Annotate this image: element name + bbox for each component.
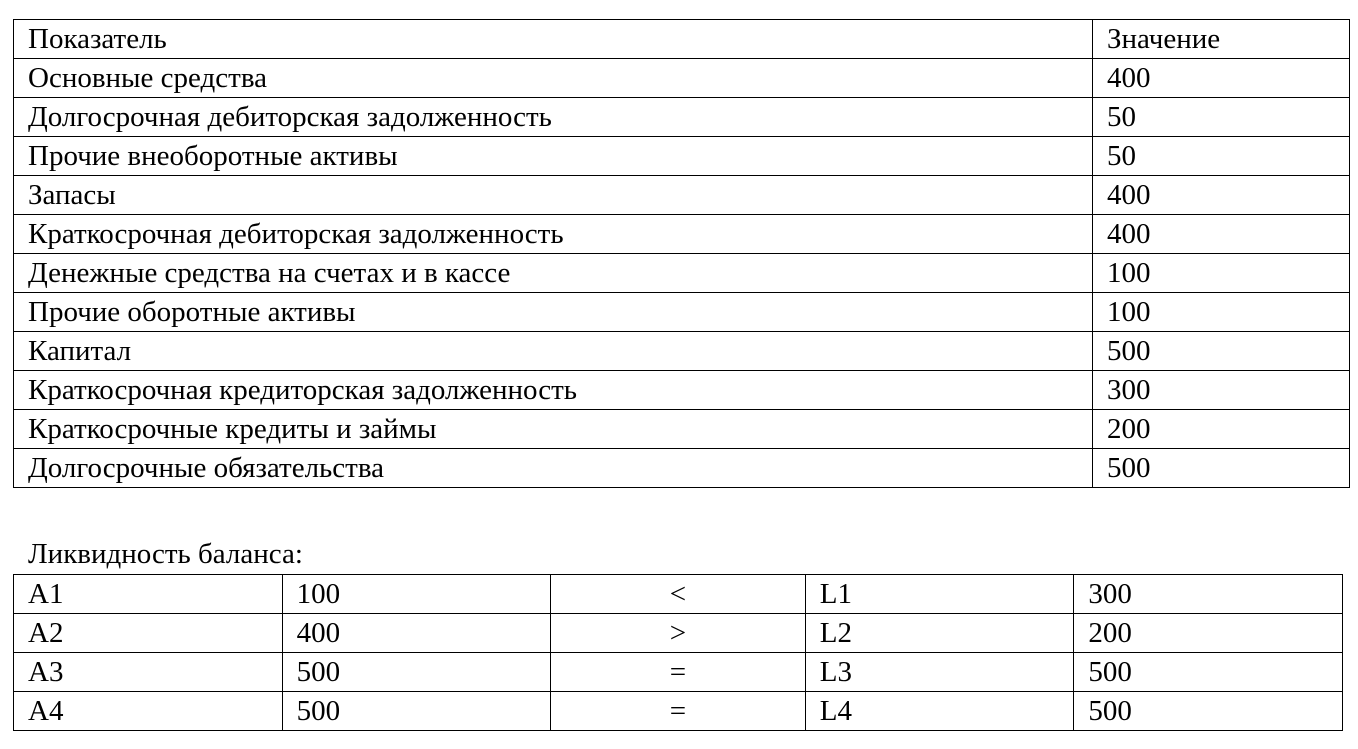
indicator-value-cell: 300 [1093, 371, 1350, 410]
indicator-value-cell: 500 [1093, 332, 1350, 371]
header-name-cell: Показатель [14, 20, 1093, 59]
table-row [14, 692, 1343, 731]
liquidity-table [13, 574, 1343, 731]
comparison-sign-cell: < [551, 575, 806, 614]
table-row [14, 614, 1343, 653]
indicator-value-cell: 500 [1093, 449, 1350, 488]
indicator-name-cell: Денежные средства на счетах и в кассе [14, 254, 1093, 293]
liability-value-cell: 200 [1074, 614, 1343, 653]
table-header-row [14, 20, 1350, 59]
table-row [14, 332, 1350, 371]
header-value-cell: Значение [1093, 20, 1350, 59]
comparison-sign-cell: > [551, 614, 806, 653]
asset-group-cell: А4 [14, 692, 283, 731]
table-row [14, 410, 1350, 449]
table-row [14, 137, 1350, 176]
indicator-value-cell: 400 [1093, 59, 1350, 98]
indicator-name-cell: Краткосрочная дебиторская задолженность [14, 215, 1093, 254]
table-row [14, 371, 1350, 410]
liability-group-cell: L1 [805, 575, 1074, 614]
table-row [14, 59, 1350, 98]
indicator-name-cell: Долгосрочные обязательства [14, 449, 1093, 488]
liability-group-cell: L2 [805, 614, 1074, 653]
table-row [14, 254, 1350, 293]
indicators-table [13, 19, 1350, 488]
asset-group-cell: А3 [14, 653, 283, 692]
indicator-value-cell: 400 [1093, 176, 1350, 215]
table-row [14, 653, 1343, 692]
indicator-value-cell: 50 [1093, 98, 1350, 137]
table-row [14, 176, 1350, 215]
table-row [14, 575, 1343, 614]
asset-value-cell: 500 [282, 692, 551, 731]
table-row [14, 449, 1350, 488]
indicator-name-cell: Прочие оборотные активы [14, 293, 1093, 332]
indicator-name-cell: Краткосрочная кредиторская задолженность [14, 371, 1093, 410]
table-row [14, 215, 1350, 254]
table-row [14, 98, 1350, 137]
asset-group-cell: А2 [14, 614, 283, 653]
indicator-name-cell: Основные средства [14, 59, 1093, 98]
indicator-name-cell: Запасы [14, 176, 1093, 215]
indicator-name-cell: Краткосрочные кредиты и займы [14, 410, 1093, 449]
asset-value-cell: 500 [282, 653, 551, 692]
asset-group-cell: А1 [14, 575, 283, 614]
indicator-name-cell: Капитал [14, 332, 1093, 371]
asset-value-cell: 400 [282, 614, 551, 653]
indicator-value-cell: 400 [1093, 215, 1350, 254]
table-row [14, 293, 1350, 332]
indicator-name-cell: Прочие внеоборотные активы [14, 137, 1093, 176]
indicator-value-cell: 100 [1093, 293, 1350, 332]
liability-group-cell: L3 [805, 653, 1074, 692]
liability-group-cell: L4 [805, 692, 1074, 731]
indicator-value-cell: 50 [1093, 137, 1350, 176]
comparison-sign-cell: = [551, 692, 806, 731]
liability-value-cell: 300 [1074, 575, 1343, 614]
liquidity-caption: Ликвидность баланса: [28, 538, 303, 570]
indicator-name-cell: Долгосрочная дебиторская задолженность [14, 98, 1093, 137]
asset-value-cell: 100 [282, 575, 551, 614]
liability-value-cell: 500 [1074, 653, 1343, 692]
indicator-value-cell: 200 [1093, 410, 1350, 449]
comparison-sign-cell: = [551, 653, 806, 692]
liability-value-cell: 500 [1074, 692, 1343, 731]
indicator-value-cell: 100 [1093, 254, 1350, 293]
